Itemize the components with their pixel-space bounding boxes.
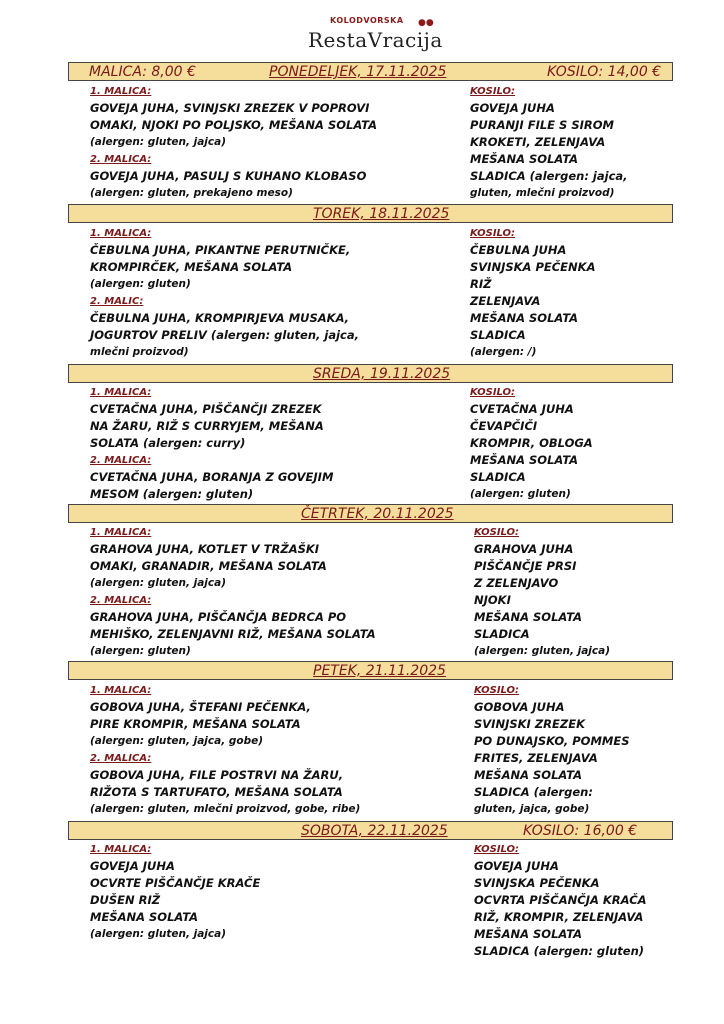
- meal-label: KOSILO:: [470, 387, 516, 398]
- menu-item: NJOKI: [474, 593, 511, 607]
- menu-item: GOVEJA JUHA: [474, 859, 559, 873]
- logo-dots-icon: ●●: [418, 18, 434, 28]
- day-header-thursday: [68, 504, 673, 523]
- kosilo-column: [474, 841, 647, 960]
- day-header-wednesday: [68, 364, 673, 383]
- menu-item: CVETAČNA JUHA, BORANJA Z GOVEJIM: [90, 470, 334, 484]
- day-title: SOBOTA, 22.11.2025: [301, 823, 448, 839]
- menu-item: SLADICA (alergen: gluten): [474, 944, 645, 958]
- menu-item: MEŠANA SOLATA: [474, 768, 583, 782]
- meal-label: 2. MALICA:: [90, 154, 152, 165]
- meal-label: 2. MALICA:: [90, 595, 152, 606]
- day-title: SREDA, 19.11.2025: [313, 366, 451, 382]
- allergen-note: (alergen: gluten, jajca, gobe): [90, 735, 264, 747]
- menu-item: GOBOVA JUHA, ŠTEFANI PEČENKA,: [90, 700, 311, 714]
- day-title: PONEDELJEK, 17.11.2025: [269, 64, 447, 80]
- menu-item: GOVEJA JUHA: [470, 101, 555, 115]
- kosilo-column: [470, 83, 628, 202]
- menu-item: PURANJI FILE S SIROM: [470, 118, 614, 132]
- menu-item: ČEBULNA JUHA, KROMPIRJEVA MUSAKA,: [90, 311, 350, 325]
- menu-item: SOLATA (alergen: curry): [90, 436, 246, 450]
- menu-item: OMAKI, GRANADIR, MEŠANA SOLATA: [90, 559, 327, 573]
- allergen-note: (alergen: gluten, prekajeno meso): [90, 187, 293, 199]
- kosilo-column: [470, 225, 595, 361]
- menu-item: GOBOVA JUHA: [474, 700, 565, 714]
- allergen-note: (alergen: gluten, jajca): [90, 577, 226, 589]
- menu-item: DUŠEN RIŽ: [90, 893, 161, 907]
- malica-column: [90, 384, 333, 503]
- menu-item: GOBOVA JUHA, FILE POSTRVI NA ŽARU,: [90, 768, 344, 782]
- menu-item: GOVEJA JUHA: [90, 859, 175, 873]
- meal-label: KOSILO:: [470, 86, 516, 97]
- menu-item: GOVEJA JUHA, PASULJ S KUHANO KLOBASO: [90, 169, 367, 183]
- menu-item: MEŠANA SOLATA: [474, 610, 583, 624]
- menu-item: FRITES, ZELENJAVA: [474, 751, 598, 765]
- day-header-tuesday: [68, 204, 673, 223]
- menu-item: OMAKI, NJOKI PO POLJSKO, MEŠANA SOLATA: [90, 118, 377, 132]
- menu-item: KROMPIRČEK, MEŠANA SOLATA: [90, 260, 293, 274]
- menu-item: NA ŽARU, RIŽ S CURRYJEM, MEŠANA: [90, 419, 324, 433]
- menu-item: Z ZELENJAVO: [474, 576, 559, 590]
- meal-label: 2. MALIC:: [90, 296, 144, 307]
- day-title: TOREK, 18.11.2025: [313, 206, 450, 222]
- allergen-note: gluten, mlečni proizvod): [470, 187, 615, 199]
- menu-item: CVETAČNA JUHA, PIŠČANČJI ZREZEK: [90, 402, 322, 416]
- menu-item: MEHIŠKO, ZELENJAVNI RIŽ, MEŠANA SOLATA: [90, 627, 376, 641]
- restaurant-logo: [0, 12, 724, 58]
- allergen-note: (alergen: gluten, jajca): [90, 136, 226, 148]
- kosilo-price: KOSILO: 16,00 €: [523, 823, 638, 839]
- kosilo-column: [470, 384, 593, 503]
- menu-item: ZELENJAVA: [470, 294, 541, 308]
- allergen-note: (alergen: gluten, jajca): [90, 928, 226, 940]
- allergen-note: (alergen: gluten): [90, 645, 191, 657]
- kosilo-column: [474, 524, 610, 660]
- meal-label: 2. MALICA:: [90, 455, 152, 466]
- menu-item: GRAHOVA JUHA, KOTLET V TRŽAŠKI: [90, 542, 320, 556]
- malica-column: [90, 225, 359, 361]
- allergen-note: (alergen: /): [470, 346, 537, 358]
- meal-label: 1. MALICA:: [90, 387, 152, 398]
- menu-item: PO DUNAJSKO, POMMES: [474, 734, 630, 748]
- menu-item: ČEBULNA JUHA, PIKANTNE PERUTNIČKE,: [90, 243, 351, 257]
- meal-label: 1. MALICA:: [90, 527, 152, 538]
- day-header-saturday: [68, 821, 673, 840]
- menu-item: MEŠANA SOLATA: [470, 311, 579, 325]
- menu-item: RIŽOTA S TARTUFATO, MEŠANA SOLATA: [90, 785, 343, 799]
- menu-item: CVETAČNA JUHA: [470, 402, 574, 416]
- menu-item: JOGURTOV PRELIV (alergen: gluten, jajca,: [90, 328, 359, 342]
- menu-item: MEŠANA SOLATA: [90, 910, 199, 924]
- meal-label: KOSILO:: [474, 685, 520, 696]
- menu-item: SVINJSKA PEČENKA: [474, 876, 600, 890]
- menu-item: SLADICA (alergen:: [474, 785, 593, 799]
- menu-item: KROMPIR, OBLOGA: [470, 436, 593, 450]
- menu-item: PIŠČANČJE PRSI: [474, 559, 577, 573]
- menu-item: GRAHOVA JUHA: [474, 542, 574, 556]
- menu-item: MEŠANA SOLATA: [470, 453, 579, 467]
- menu-item: GRAHOVA JUHA, PIŠČANČJA BEDRCA PO: [90, 610, 347, 624]
- menu-item: KROKETI, ZELENJAVA: [470, 135, 606, 149]
- menu-item: SLADICA: [470, 470, 526, 484]
- logo-top-text: KOLODVORSKA: [330, 16, 404, 25]
- menu-item: MEŠANA SOLATA: [470, 152, 579, 166]
- menu-item: MESOM (alergen: gluten): [90, 487, 254, 501]
- menu-item: SLADICA: [474, 627, 530, 641]
- allergen-note: gluten, jajca, gobe): [474, 803, 590, 815]
- day-title: PETEK, 21.11.2025: [313, 663, 446, 679]
- meal-label: 1. MALICA:: [90, 685, 152, 696]
- meal-label: KOSILO:: [470, 228, 516, 239]
- malica-column: [90, 682, 360, 818]
- day-header-monday: [68, 62, 673, 81]
- menu-item: SVINJSKI ZREZEK: [474, 717, 585, 731]
- menu-item: ČEBULNA JUHA: [470, 243, 567, 257]
- day-header-friday: [68, 661, 673, 680]
- malica-column: [90, 841, 260, 943]
- menu-item: SLADICA (alergen: jajca,: [470, 169, 628, 183]
- allergen-note: (alergen: gluten, mlečni proizvod, gobe, ribe): [90, 803, 361, 815]
- allergen-note: mlečni proizvod): [90, 346, 189, 358]
- menu-item: OCVRTA PIŠČANČJA KRAČA: [474, 893, 647, 907]
- menu-item: ČEVAPČIČI: [470, 419, 538, 433]
- menu-item: SLADICA: [470, 328, 526, 342]
- malica-price: MALICA: 8,00 €: [89, 64, 196, 80]
- menu-item: MEŠANA SOLATA: [474, 927, 583, 941]
- menu-item: PIRE KROMPIR, MEŠANA SOLATA: [90, 717, 301, 731]
- meal-label: 1. MALICA:: [90, 844, 152, 855]
- menu-item: OCVRTE PIŠČANČJE KRAČE: [90, 876, 261, 890]
- meal-label: KOSILO:: [474, 527, 520, 538]
- kosilo-column: [474, 682, 629, 818]
- menu-item: GOVEJA JUHA, SVINJSKI ZREZEK V POPROVI: [90, 101, 370, 115]
- allergen-note: (alergen: gluten): [470, 488, 571, 500]
- malica-column: [90, 524, 376, 660]
- day-title: ČETRTEK, 20.11.2025: [301, 506, 454, 522]
- meal-label: 1. MALICA:: [90, 228, 152, 239]
- logo-main-text: RestaVracija: [308, 28, 443, 52]
- allergen-note: (alergen: gluten): [90, 278, 191, 290]
- meal-label: KOSILO:: [474, 844, 520, 855]
- malica-column: [90, 83, 377, 202]
- menu-item: RIŽ, KROMPIR, ZELENJAVA: [474, 910, 644, 924]
- menu-item: RIŽ: [470, 277, 492, 291]
- meal-label: 2. MALICA:: [90, 753, 152, 764]
- allergen-note: (alergen: gluten, jajca): [474, 645, 610, 657]
- meal-label: 1. MALICA:: [90, 86, 152, 97]
- menu-item: SVINJSKA PEČENKA: [470, 260, 596, 274]
- kosilo-price: KOSILO: 14,00 €: [547, 64, 662, 80]
